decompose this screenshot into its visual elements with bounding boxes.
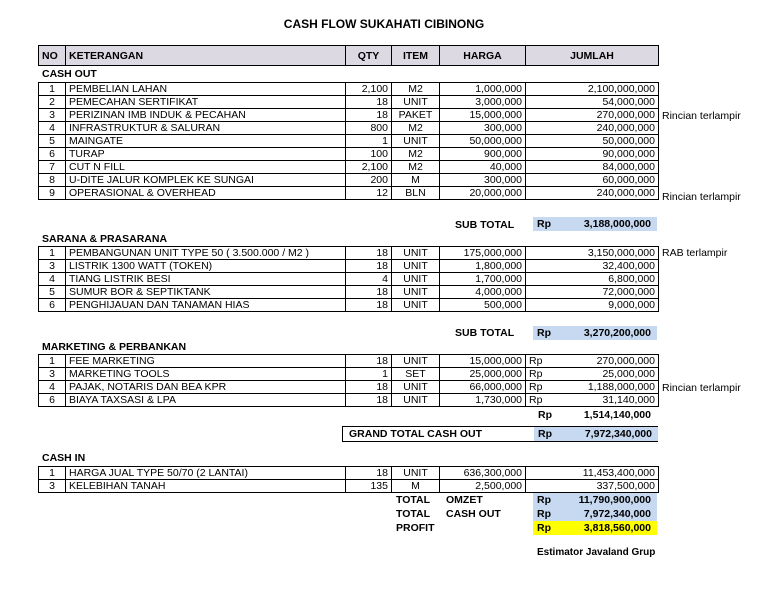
table-row — [39, 96, 659, 109]
table-header — [38, 45, 659, 66]
cash-out-table — [38, 82, 659, 200]
row-qty: 18 — [346, 109, 392, 122]
row-jumlah: 9,000,000 — [526, 299, 659, 312]
grand-total-value-box — [534, 427, 658, 441]
row-item: M2 — [392, 122, 440, 135]
row-harga: 66,000,000 — [440, 381, 526, 394]
row-jumlah: 84,000,000 — [526, 161, 659, 174]
row-harga: 1,000,000 — [440, 83, 526, 96]
row-no: 4 — [39, 122, 66, 135]
table-row — [39, 480, 659, 493]
row-qty: 18 — [346, 467, 392, 480]
table-row — [39, 122, 659, 135]
row-item: UNIT — [392, 273, 440, 286]
cash-out-subtotal-rp: Rp — [537, 218, 551, 230]
row-rp: Rp — [526, 394, 548, 407]
row-keterangan: U-DITE JALUR KOMPLEK KE SUNGAI — [66, 174, 346, 187]
row-no: 1 — [39, 467, 66, 480]
row-no: 8 — [39, 174, 66, 187]
row-keterangan: SUMUR BOR & SEPTIKTANK — [66, 286, 346, 299]
row-jumlah: 11,453,400,000 — [526, 467, 659, 480]
table-row — [39, 273, 659, 286]
row-item: M2 — [392, 83, 440, 96]
header-harga: HARGA — [440, 46, 526, 66]
row-no: 6 — [39, 299, 66, 312]
summary-profit-rp: Rp — [537, 522, 551, 534]
row-item: UNIT — [392, 381, 440, 394]
header-keterangan: KETERANGAN — [66, 46, 346, 66]
row-jumlah: 6,800,000 — [526, 273, 659, 286]
row-harga: 40,000 — [440, 161, 526, 174]
row-jumlah: 240,000,000 — [526, 187, 659, 200]
row-item: UNIT — [392, 467, 440, 480]
grand-total-box — [342, 426, 658, 442]
cash-out-subtotal-label: SUB TOTAL — [455, 219, 515, 231]
table-row — [39, 187, 659, 200]
marketing-subtotal-rp: Rp — [538, 409, 552, 421]
row-qty: 18 — [346, 394, 392, 407]
header-no: NO — [39, 46, 66, 66]
summary-omzet-value: 11,790,900,000 — [578, 494, 651, 506]
section-sarana-label: SARANA & PRASARANA — [42, 233, 168, 245]
row-keterangan: LISTRIK 1300 WATT (TOKEN) — [66, 260, 346, 273]
row-item: SET — [392, 368, 440, 381]
summary-cashout-a: TOTAL — [396, 508, 431, 520]
row-qty: 18 — [346, 299, 392, 312]
row-jumlah: 240,000,000 — [526, 122, 659, 135]
row-qty: 18 — [346, 260, 392, 273]
row-jumlah: 1,188,000,000 — [548, 381, 659, 394]
sarana-subtotal-value: 3,270,200,000 — [583, 327, 651, 339]
row-no: 6 — [39, 394, 66, 407]
row-harga: 20,000,000 — [440, 187, 526, 200]
row-item: BLN — [392, 187, 440, 200]
row-keterangan: INFRASTRUKTUR & SALURAN — [66, 122, 346, 135]
row-jumlah: 270,000,000 — [526, 109, 659, 122]
row-qty: 2,100 — [346, 83, 392, 96]
row-keterangan: CUT N FILL — [66, 161, 346, 174]
row-no: 5 — [39, 135, 66, 148]
summary-omzet-rp: Rp — [537, 494, 551, 506]
row-note: RAB terlampir — [662, 247, 728, 259]
cash-in-table — [38, 466, 659, 493]
summary-cashout-box — [533, 507, 657, 521]
row-no: 7 — [39, 161, 66, 174]
table-row — [39, 174, 659, 187]
row-harga: 15,000,000 — [440, 109, 526, 122]
row-harga: 1,730,000 — [440, 394, 526, 407]
row-note: Rincian terlampir — [662, 110, 741, 122]
header-item: ITEM — [392, 46, 440, 66]
summary-profit-value: 3,818,560,000 — [583, 522, 651, 534]
row-qty: 18 — [346, 96, 392, 109]
row-keterangan: KELEBIHAN TANAH — [66, 480, 346, 493]
sarana-table — [38, 246, 659, 312]
sarana-subtotal-rp: Rp — [537, 327, 551, 339]
section-marketing-label: MARKETING & PERBANKAN — [42, 341, 187, 353]
row-harga: 50,000,000 — [440, 135, 526, 148]
summary-profit-box — [533, 521, 657, 535]
row-harga: 636,300,000 — [440, 467, 526, 480]
row-keterangan: PEMBANGUNAN UNIT TYPE 50 ( 3.500.000 / M2 ) — [66, 247, 346, 260]
grand-total-value: 7,972,340,000 — [584, 428, 652, 440]
table-row — [39, 355, 659, 368]
row-jumlah: 50,000,000 — [526, 135, 659, 148]
row-no: 6 — [39, 148, 66, 161]
row-no: 2 — [39, 96, 66, 109]
row-no: 1 — [39, 355, 66, 368]
row-jumlah: 90,000,000 — [526, 148, 659, 161]
table-row — [39, 381, 659, 394]
row-harga: 300,000 — [440, 174, 526, 187]
row-keterangan: PEMBELIAN LAHAN — [66, 83, 346, 96]
row-keterangan: FEE MARKETING — [66, 355, 346, 368]
row-jumlah: 54,000,000 — [526, 96, 659, 109]
row-jumlah: 337,500,000 — [526, 480, 659, 493]
row-harga: 3,000,000 — [440, 96, 526, 109]
row-qty: 18 — [346, 381, 392, 394]
section-cash-out-label: CASH OUT — [42, 68, 97, 80]
row-no: 4 — [39, 381, 66, 394]
row-rp: Rp — [526, 355, 548, 368]
row-rp: Rp — [526, 381, 548, 394]
row-no: 9 — [39, 187, 66, 200]
row-no: 3 — [39, 368, 66, 381]
row-jumlah: 31,140,000 — [548, 394, 659, 407]
row-keterangan: MARKETING TOOLS — [66, 368, 346, 381]
marketing-subtotal-value: 1,514,140,000 — [583, 409, 651, 421]
row-no: 5 — [39, 286, 66, 299]
row-harga: 175,000,000 — [440, 247, 526, 260]
table-row — [39, 394, 659, 407]
row-no: 1 — [39, 247, 66, 260]
row-qty: 18 — [346, 355, 392, 368]
row-jumlah: 25,000,000 — [548, 368, 659, 381]
cash-out-subtotal-value: 3,188,000,000 — [583, 218, 651, 230]
header-qty: QTY — [346, 46, 392, 66]
table-row — [39, 83, 659, 96]
row-jumlah: 2,100,000,000 — [526, 83, 659, 96]
row-keterangan: HARGA JUAL TYPE 50/70 (2 LANTAI) — [66, 467, 346, 480]
table-row — [39, 148, 659, 161]
row-qty: 100 — [346, 148, 392, 161]
row-keterangan: PAJAK, NOTARIS DAN BEA KPR — [66, 381, 346, 394]
summary-omzet-a: TOTAL — [396, 494, 431, 506]
row-harga: 1,700,000 — [440, 273, 526, 286]
section-cash-in-label: CASH IN — [42, 452, 86, 464]
row-no: 3 — [39, 260, 66, 273]
estimator-label: Estimator Javaland Grup — [537, 547, 656, 558]
row-harga: 4,000,000 — [440, 286, 526, 299]
row-item: UNIT — [392, 286, 440, 299]
sarana-subtotal-box — [533, 326, 657, 340]
row-note: Rincian terlampir — [662, 191, 741, 203]
row-item: UNIT — [392, 299, 440, 312]
row-no: 4 — [39, 273, 66, 286]
grand-total-label: GRAND TOTAL CASH OUT — [349, 428, 482, 440]
row-qty: 200 — [346, 174, 392, 187]
table-row — [39, 299, 659, 312]
summary-cashout-rp: Rp — [537, 508, 551, 520]
row-keterangan: TURAP — [66, 148, 346, 161]
row-keterangan: BIAYA TAXSASI & LPA — [66, 394, 346, 407]
summary-omzet-b: OMZET — [446, 494, 483, 506]
summary-cashout-value: 7,972,340,000 — [583, 508, 651, 520]
row-qty: 18 — [346, 247, 392, 260]
row-harga: 500,000 — [440, 299, 526, 312]
row-item: UNIT — [392, 96, 440, 109]
row-jumlah: 32,400,000 — [526, 260, 659, 273]
row-keterangan: PERIZINAN IMB INDUK & PECAHAN — [66, 109, 346, 122]
row-item: UNIT — [392, 247, 440, 260]
table-row — [39, 368, 659, 381]
row-item: UNIT — [392, 394, 440, 407]
row-harga: 15,000,000 — [440, 355, 526, 368]
row-keterangan: PEMECAHAN SERTIFIKAT — [66, 96, 346, 109]
row-qty: 12 — [346, 187, 392, 200]
table-row — [39, 109, 659, 122]
table-row — [39, 247, 659, 260]
row-keterangan: OPERASIONAL & OVERHEAD — [66, 187, 346, 200]
cash-out-subtotal-box — [533, 217, 657, 231]
row-jumlah: 60,000,000 — [526, 174, 659, 187]
row-harga: 300,000 — [440, 122, 526, 135]
row-item: UNIT — [392, 260, 440, 273]
row-rp: Rp — [526, 368, 548, 381]
table-row — [39, 135, 659, 148]
row-qty: 135 — [346, 480, 392, 493]
header-jumlah: JUMLAH — [526, 46, 659, 66]
row-qty: 2,100 — [346, 161, 392, 174]
row-note: Rincian terlampir — [662, 382, 741, 394]
row-item: M2 — [392, 161, 440, 174]
summary-omzet-box — [533, 493, 657, 507]
table-row — [39, 286, 659, 299]
row-item: UNIT — [392, 135, 440, 148]
page-title: CASH FLOW SUKAHATI CIBINONG — [283, 17, 485, 31]
row-keterangan: PENGHIJAUAN DAN TANAMAN HIAS — [66, 299, 346, 312]
row-item: M — [392, 174, 440, 187]
row-jumlah: 3,150,000,000 — [526, 247, 659, 260]
summary-profit-label: PROFIT — [396, 522, 435, 534]
table-row — [39, 161, 659, 174]
table-row — [39, 260, 659, 273]
row-qty: 1 — [346, 368, 392, 381]
row-no: 3 — [39, 109, 66, 122]
row-item: PAKET — [392, 109, 440, 122]
row-keterangan: TIANG LISTRIK BESI — [66, 273, 346, 286]
row-qty: 4 — [346, 273, 392, 286]
row-item: M — [392, 480, 440, 493]
grand-total-rp: Rp — [538, 428, 552, 440]
marketing-table — [38, 354, 659, 407]
row-qty: 800 — [346, 122, 392, 135]
row-qty: 1 — [346, 135, 392, 148]
summary-cashout-b: CASH OUT — [446, 508, 501, 520]
row-item: UNIT — [392, 355, 440, 368]
row-jumlah: 270,000,000 — [548, 355, 659, 368]
row-no: 3 — [39, 480, 66, 493]
row-no: 1 — [39, 83, 66, 96]
row-harga: 2,500,000 — [440, 480, 526, 493]
row-keterangan: MAINGATE — [66, 135, 346, 148]
row-harga: 25,000,000 — [440, 368, 526, 381]
row-harga: 1,800,000 — [440, 260, 526, 273]
row-jumlah: 72,000,000 — [526, 286, 659, 299]
table-row — [39, 467, 659, 480]
sarana-subtotal-label: SUB TOTAL — [455, 327, 515, 339]
row-harga: 900,000 — [440, 148, 526, 161]
row-item: M2 — [392, 148, 440, 161]
row-qty: 18 — [346, 286, 392, 299]
